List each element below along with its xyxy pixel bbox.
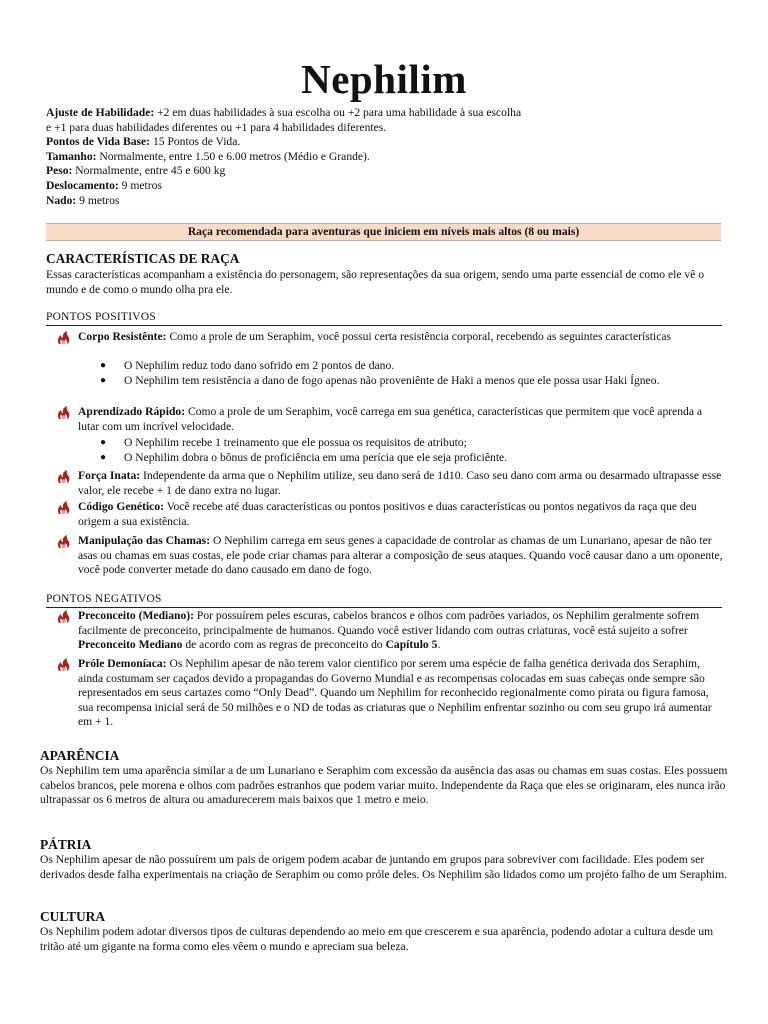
stat-nado: Nado: 9 metros [46, 193, 120, 207]
caracteristicas-text: Essas características acompanham a existência do personagem, são representações da sua origem, sendo uma parte essencial de como ele vê o mundo e de como o mundo olha pra ele. [46, 268, 704, 296]
cultura-heading: CULTURA [40, 909, 105, 924]
bullet-icon: ● [100, 375, 107, 386]
pontos-positivos-heading: PONTOS POSITIVOS [46, 311, 722, 326]
bullet-icon: ● [100, 360, 107, 371]
flame-icon [56, 657, 72, 673]
caracteristicas-heading: CARACTERÍSTICAS DE RAÇA [46, 251, 240, 266]
race-stats [46, 106, 726, 208]
patria-text: Os Nephilim apesar de não possuírem um pais de origem podem acabar de juntando em grupos para sobreviver com facilidade. Eles podem ser derivados desde falha experimentais na criação de Seraphim ou como próle deles. Os Nephilim são lidados como um projéto falho de um Seraphim. [40, 853, 728, 881]
flame-icon [56, 534, 72, 550]
patria-heading: PÁTRIA [40, 837, 92, 852]
pontos-negativos-heading: PONTOS NEGATIVOS [46, 593, 722, 608]
bullet-icon: ● [100, 452, 107, 463]
flame-icon [56, 609, 72, 625]
stat-ajuste: Ajuste de Habilidade: +2 em duas habilidades à sua escolha ou +2 para uma habilidade à sua escolha [46, 106, 522, 119]
page-title: Nephilim [301, 56, 467, 102]
flame-icon [56, 330, 72, 346]
aparencia-text: Os Nephilim tem uma aparência similar a de um Lunariano e Seraphim com excessão da ausência das asas ou chamas em suas costas. Eles possuem cabelos brancos, pele morena e olhos com padrões estranhos que podem variar muito. Independente da Raça que eles se originaram, eles nunca irão ultrapassar os 6 metros de altura ou amadurecerem mais baixos que 1 metro e meio. [40, 764, 728, 807]
stat-ajuste-cont: e +1 para duas habilidades diferentes ou +1 para 4 habilidades diferentes. [46, 120, 387, 134]
flame-icon [56, 500, 72, 516]
bullet-icon: ● [100, 437, 107, 448]
stat-peso: Peso: Normalmente, entre 45 e 600 kg [46, 164, 226, 178]
flame-icon [56, 405, 72, 421]
stat-pv: Pontos de Vida Base: 15 Pontos de Vida. [46, 135, 241, 149]
aparencia-heading: APARÊNCIA [40, 748, 120, 763]
cultura-text: Os Nephilim podem adotar diversos tipos de culturas dependendo ao meio em que crescerem e sua aparência, podendo adotar a cultura desde um tritão até um gigante na forma como eles vêem o mundo e apreciam sua beleza. [40, 925, 714, 953]
page: Nephilim Ajuste de Habilidade: +2 em duas habilidades à sua escolha ou +2 para uma habilidade à sua escolha e +1 para duas habilidades diferentes ou +1 para 4 habilidades diferentes. Pontos de Vida Base: 15 Pontos de Vida. Tamanho: Normalmente, entre 1.50 e 6.00 metros (Médio e Grande). Peso: Normalmente, entre 45 e 600 kg Deslocamento: 9 metros Nado: 9 metros Raça recomendada para aventuras que iniciem em níveis mais altos (8 ou mais) CARACTERÍSTICAS DE RAÇA Essas características acompanham a existência do personagem, são representações da sua origem, sendo uma parte essencial de como ele vê o mundo e de como o mundo olha pra ele. PONTOS POSITIVOS Corpo Resistênte: Como a prole de um Seraphim, você possui certa resistência corporal, recebendo as seguintes características ● O Nephilim reduz todo dano sofrido em 2 pontos de dano. ● O Nephilim tem resistência a dano de fogo apenas não proveniênte de Haki a menos que ele possa usar Haki Ígneo. Aprendizado Rápido: Como a prole de um Seraphim, você carrega em sua genética, características que permitem que você aprenda a lutar com um incrível velocidade. ● O Nephilim recebe 1 treinamento que ele possua os requisitos de atributo; ● O Nephilim dobra o bônus de proficiência em uma perícia que ele seja proficiênte. Força Inata: Independente da arma que o Nephilim utilize, seu dano será de 1d10. Caso seu dano com arma ou desarmado ultrapasse esse valor, ele recebe + 1 de dano extra no lugar. Código Genético: Você recebe até duas características ou pontos positivos e duas características ou pontos negativos da raça que deu origem a sua existência. Manipulação das Chamas: O Nephilim carrega em seus genes a capacidade de controlar as chamas de um Lunariano, apesar de não ter asas ou chamas em suas costas, ele pode criar chamas para alterar a composição de seus ataques. Quando você causar dano a um oponente, você pode converter metade do dano causado em dano de fogo. PONTOS NEGATIVOS Preconceito (Mediano): Por possuírem peles escuras, cabelos brancos e olhos com padrões variados, os Nephilim geralmente sofrem facilmente de preconceito, principalmente de humanos. Quando você estiver lidando com outras criaturas, você está sujeito a sofrer Preconceito Mediano de acordo com as regras de preconceito do Capítulo 5. Próle Demoníaca: Os Nephilim apesar de não terem valor cientifico por serem uma espécie de falha genética derivada dos Seraphim, ainda costumam ser caçados devido a propagandas do Governo Mundial e as recompensas colocadas em suas cabeças onde sempre são representados em seus cartazes como “Only Dead”. Quando um Nephilim for reconhecido regionalmente como pirata ou figura famosa, sua recompensa inicial será de 50 milhões e o ND de todas as criaturas que o Nephilim enfrentar sozinho ou com seu grupo irá aumentar em + 1. APARÊNCIA Os Nephilim tem uma aparência similar a de um Lunariano e Seraphim com excessão da ausência das asas ou chamas em suas costas. Eles possuem cabelos brancos, pele morena e olhos com padrões estranhos que podem variar muito. Independente da Raça que eles se originaram, eles nunca irão ultrapassar os 6 metros de altura ou amadurecerem mais baixos que 1 metro e meio. PÁTRIA Os Nephilim apesar de não possuírem um pais de origem podem acabar de juntando em grupos para sobreviver com facilidade. Eles podem ser derivados desde falha experimentais na criação de Seraphim ou como próle deles. Os Nephilim são lidados como um projéto falho de um Seraphim. CULTURA Os Nephilim podem adotar diversos tipos de culturas dependendo ao meio em que crescerem e sua aparência, podendo adotar a cultura desde um tritão até um gigante na forma como eles vêem o mundo e apreciam sua beleza. [0, 0, 768, 1024]
stat-tamanho: Tamanho: Normalmente, entre 1.50 e 6.00 metros (Médio e Grande). [46, 149, 370, 163]
recommendation-banner: Raça recomendada para aventuras que iniciem em níveis mais altos (8 ou mais) [46, 223, 721, 241]
flame-icon [56, 469, 72, 485]
stat-deslocamento: Deslocamento: 9 metros [46, 178, 162, 192]
